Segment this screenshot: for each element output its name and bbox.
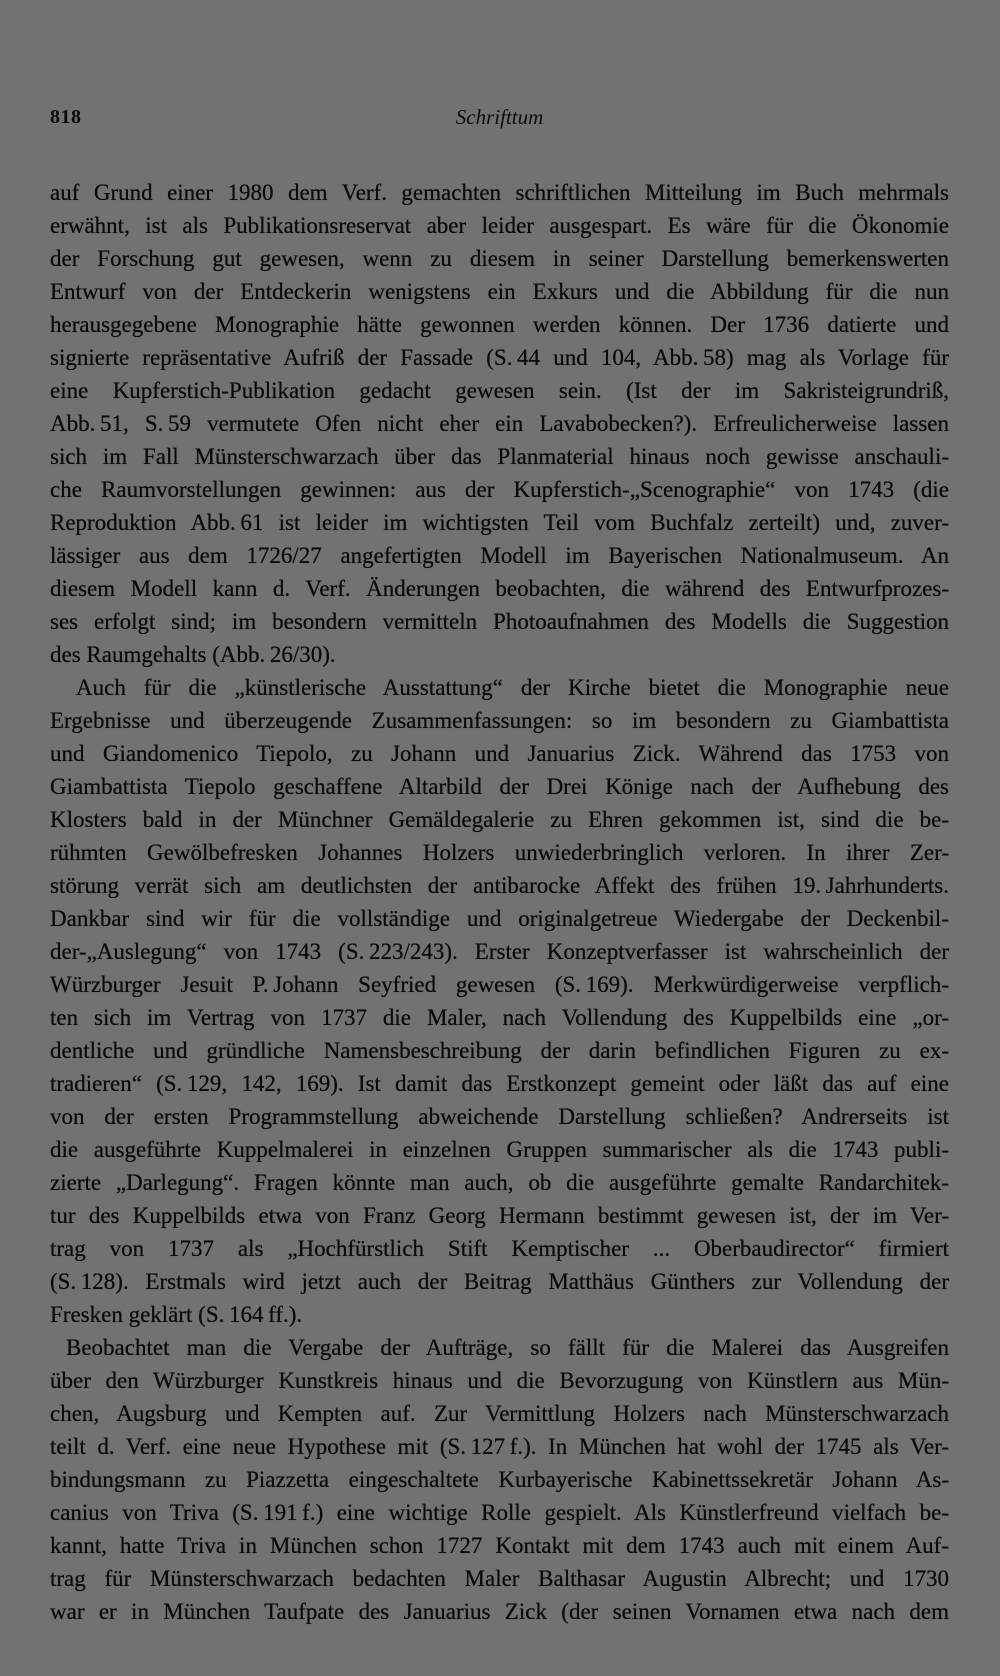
page-header [50,102,949,132]
paragraph [50,1331,949,1628]
text-line: Entwurf von der Entdeckerin wenigstens ein Exkurs und die Abbildung für die nun [50,279,949,304]
text-line: tradieren“ (S. 129, 142, 169). Ist damit das Erstkonzept gemeint oder läßt das auf eine [50,1071,949,1096]
text-line: diesem Modell kann d. Verf. Änderungen beobachten, die während des Entwurfprozes- [50,576,949,601]
text-line: sich im Fall Münsterschwarzach über das Planmaterial hinaus noch gewisse anschauli- [50,444,949,469]
text-line: signierte repräsentative Aufriß der Fassade (S. 44 und 104, Abb. 58) mag als Vorlage für [50,345,949,370]
text-line: der-„Auslegung“ von 1743 (S. 223/243). Erster Konzeptverfasser ist wahrscheinlich der [50,939,949,964]
text-line: chen, Augsburg und Kempten auf. Zur Vermittlung Holzers nach Münsterschwarzach [50,1401,949,1426]
text-line: Reproduktion Abb. 61 ist leider im wichtigsten Teil vom Buchfalz zerteilt) und, zuver- [50,510,949,535]
text-line: war er in München Taufpate des Januarius Zick (der seinen Vornamen etwa nach dem [50,1599,949,1624]
text-line: herausgegebene Monographie hätte gewonnen werden können. Der 1736 datierte und [50,312,949,337]
text-line: ten sich im Vertrag von 1737 die Maler, nach Vollendung des Kuppelbilds eine „or- [50,1005,949,1030]
running-title: Schrifttum [455,105,544,129]
text-line: (S. 128). Erstmals wird jetzt auch der Beitrag Matthäus Günthers zur Vollendung der [50,1269,949,1294]
text-line: Ergebnisse und überzeugende Zusammenfassungen: so im besondern zu Giambattista [50,708,949,733]
body-text [50,176,949,1628]
text-line: trag von 1737 als „Hochfürstlich Stift Kemptischer ... Oberbaudirector“ firmiert [50,1236,949,1261]
text-line: störung verrät sich am deutlichsten der antibarocke Affekt des frühen 19. Jahrhunderts. [50,873,949,898]
text-line: dentliche und gründliche Namensbeschreibung der darin befindlichen Figuren zu ex- [50,1038,949,1063]
text-line: rühmten Gewölbefresken Johannes Holzers unwiederbringlich verloren. In ihrer Zer- [50,840,949,865]
text-line: des Raumgehalts (Abb. 26/30). [50,642,336,667]
text-line: erwähnt, ist als Publikationsreservat aber leider ausgespart. Es wäre für die Ökonomie [50,213,949,238]
text-line: der Forschung gut gewesen, wenn zu diesem in seiner Darstellung bemerkenswerten [50,246,949,271]
text-line: tur des Kuppelbilds etwa von Franz Georg Hermann bestimmt gewesen ist, der im Ver- [50,1203,949,1228]
text-line: die ausgeführte Kuppelmalerei in einzelnen Gruppen summarischer als die 1743 publi- [50,1137,949,1162]
text-line: Dankbar sind wir für die vollständige und originalgetreue Wiedergabe der Deckenbil- [50,906,949,931]
text-line: bindungsmann zu Piazzetta eingeschaltete Kurbayerische Kabinettssekretär Johann As- [50,1467,949,1492]
text-line: auf Grund einer 1980 dem Verf. gemachten schriftlichen Mitteilung im Buch mehrmals [50,180,949,205]
text-line: Beobachtet man die Vergabe der Aufträge, so fällt für die Malerei das Ausgreifen [66,1335,949,1360]
text-line: che Raumvorstellungen gewinnen: aus der Kupferstich-„Scenographie“ von 1743 (die [50,477,949,502]
paragraph [50,671,949,1331]
text-line: trag für Münsterschwarzach bedachten Maler Balthasar Augustin Albrecht; und 1730 [50,1566,949,1591]
paragraph [50,176,949,671]
text-line: Giambattista Tiepolo geschaffene Altarbild der Drei Könige nach der Aufhebung des [50,774,949,799]
text-line: ses erfolgt sind; im besondern vermitteln Photoaufnahmen des Modells die Suggestion [50,609,949,634]
text-line: canius von Triva (S. 191 f.) eine wichtige Rolle gespielt. Als Künstlerfreund vielfach be- [50,1500,949,1525]
text-line: eine Kupferstich-Publikation gedacht gewesen sein. (Ist der im Sakristeigrundriß, [50,378,949,403]
text-line: und Giandomenico Tiepolo, zu Johann und Januarius Zick. Während das 1753 von [50,741,949,766]
text-line: über den Würzburger Kunstkreis hinaus und die Bevorzugung von Künstlern aus Mün- [50,1368,949,1393]
text-line: kannt, hatte Triva in München schon 1727 Kontakt mit dem 1743 auch mit einem Auf- [50,1533,949,1558]
text-line: teilt d. Verf. eine neue Hypothese mit (S. 127 f.). In München hat wohl der 1745 als Ver- [50,1434,949,1459]
text-line: Fresken geklärt (S. 164 ff.). [50,1302,303,1327]
text-line: Abb. 51, S. 59 vermutete Ofen nicht eher ein Lavabobecken?). Erfreulicherweise lassen [50,411,949,436]
text-line: Würzburger Jesuit P. Johann Seyfried gewesen (S. 169). Merkwürdigerweise verpflich- [50,972,949,997]
text-line: Klosters bald in der Münchner Gemäldegalerie zu Ehren gekommen ist, sind die be- [50,807,949,832]
text-line: lässiger aus dem 1726/27 angefertigten Modell im Bayerischen Nationalmuseum. An [50,543,949,568]
text-line: zierte „Darlegung“. Fragen könnte man auch, ob die ausgeführte gemalte Randarchitek- [50,1170,949,1195]
page-number: 818 [50,106,82,128]
text-line: Auch für die „künstlerische Ausstattung“ der Kirche bietet die Monographie neue [76,675,949,700]
text-line: von der ersten Programmstellung abweichende Darstellung schließen? Andrerseits ist [50,1104,949,1129]
